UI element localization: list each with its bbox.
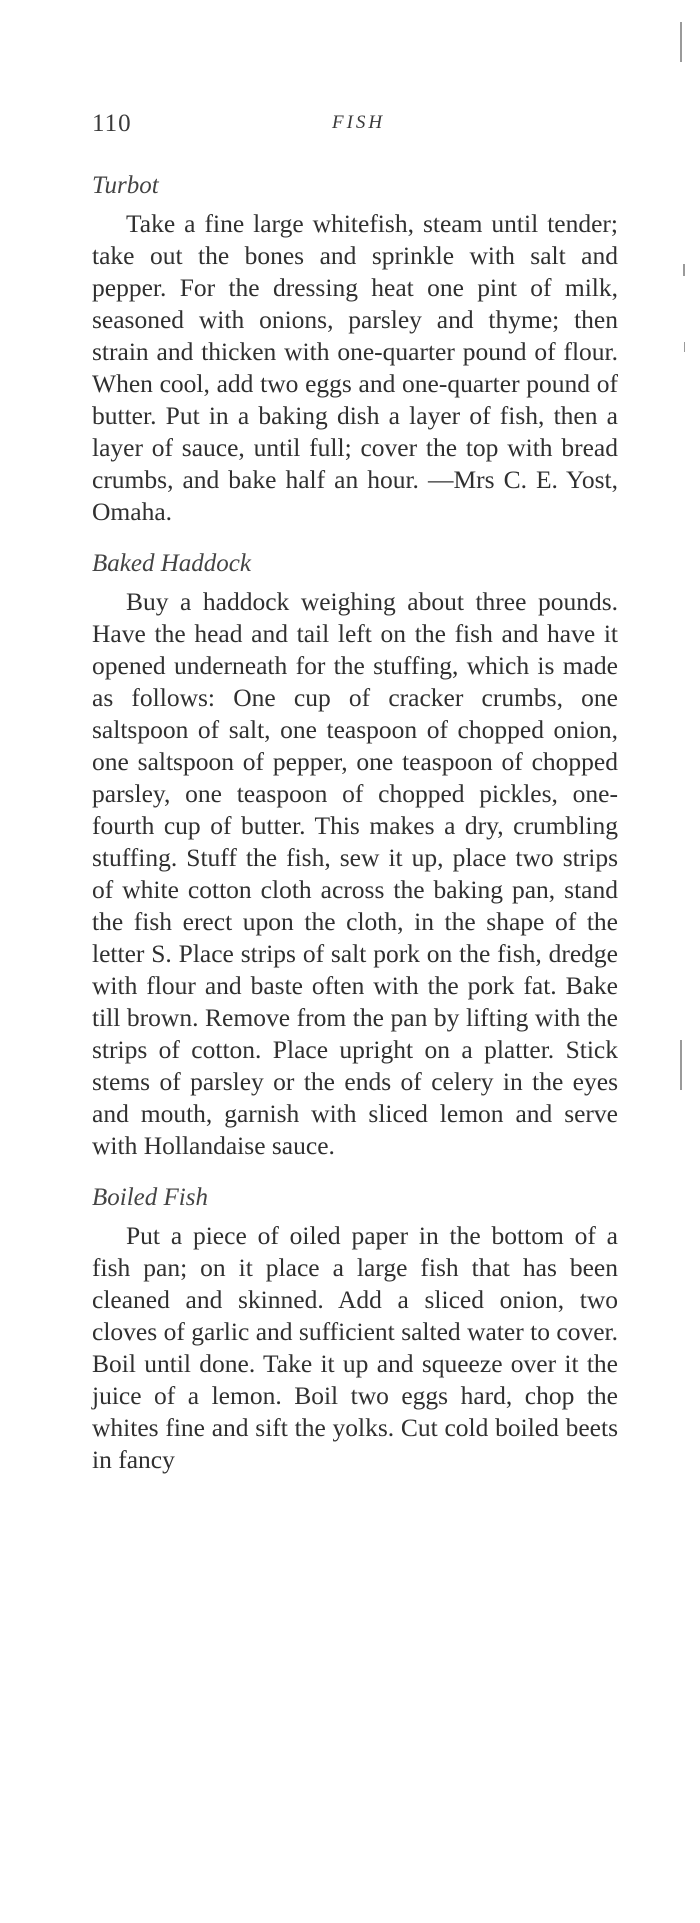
recipe-title: Turbot [92,172,159,199]
recipe-body: Take a fine large whitefish, steam until tender; take out the bones and sprinkle with salt and pepper. For the dressing heat one pint of milk, seasoned with onions, parsley and thyme; then strain and thicken with one-quarter pound of flour. When cool, add two eggs and one-quarter pound of butter. Put in a baking dish a layer of fish, then a layer of sauce, until full; cover the top with bread crumbs, and bake half an hour. —Mrs C. E. Yost, Omaha. [92,209,618,526]
recipe-title: Boiled Fish [92,1184,208,1211]
page-number: 110 [92,110,132,137]
recipe-title: Baked Haddock [92,550,251,577]
book-page [92,110,618,1476]
running-head [92,110,618,150]
recipe-turbot [92,172,618,528]
scan-mark [683,264,685,276]
recipe-baked-haddock [92,550,618,1162]
scan-mark [680,22,682,62]
scan-mark [684,342,685,352]
section-title: FISH [332,112,386,133]
recipe-body: Put a piece of oiled paper in the bottom of a fish pan; on it place a large fish that has been cleaned and skinned. Add a sliced onion, two cloves of garlic and sufficient salted water to cover. Boil until done. Take it up and squeeze over it the juice of a lemon. Boil two eggs hard, chop the whites fine and sift the yolks. Cut cold boiled beets in fancy [92,1221,618,1474]
recipe-body: Buy a haddock weighing about three pounds. Have the head and tail left on the fish and have it opened underneath for the stuffing, which is made as follows: One cup of cracker crumbs, one saltspoon of salt, one teaspoon of chopped onion, one saltspoon of pepper, one teaspoon of chopped parsley, one teaspoon of chopped pickles, one-fourth cup of butter. This makes a dry, crumbling stuffing. Stuff the fish, sew it up, place two strips of white cotton cloth across the baking pan, stand the fish erect upon the cloth, in the shape of the letter S. Place strips of salt pork on the fish, dredge with flour and baste often with the pork fat. Bake till brown. Remove from the pan by lifting with the strips of cotton. Place upright on a platter. Stick stems of parsley or the ends of celery in the eyes and mouth, garnish with sliced lemon and serve with Hollandaise sauce. [92,587,618,1160]
scan-mark [680,1040,682,1090]
recipe-boiled-fish [92,1184,618,1476]
